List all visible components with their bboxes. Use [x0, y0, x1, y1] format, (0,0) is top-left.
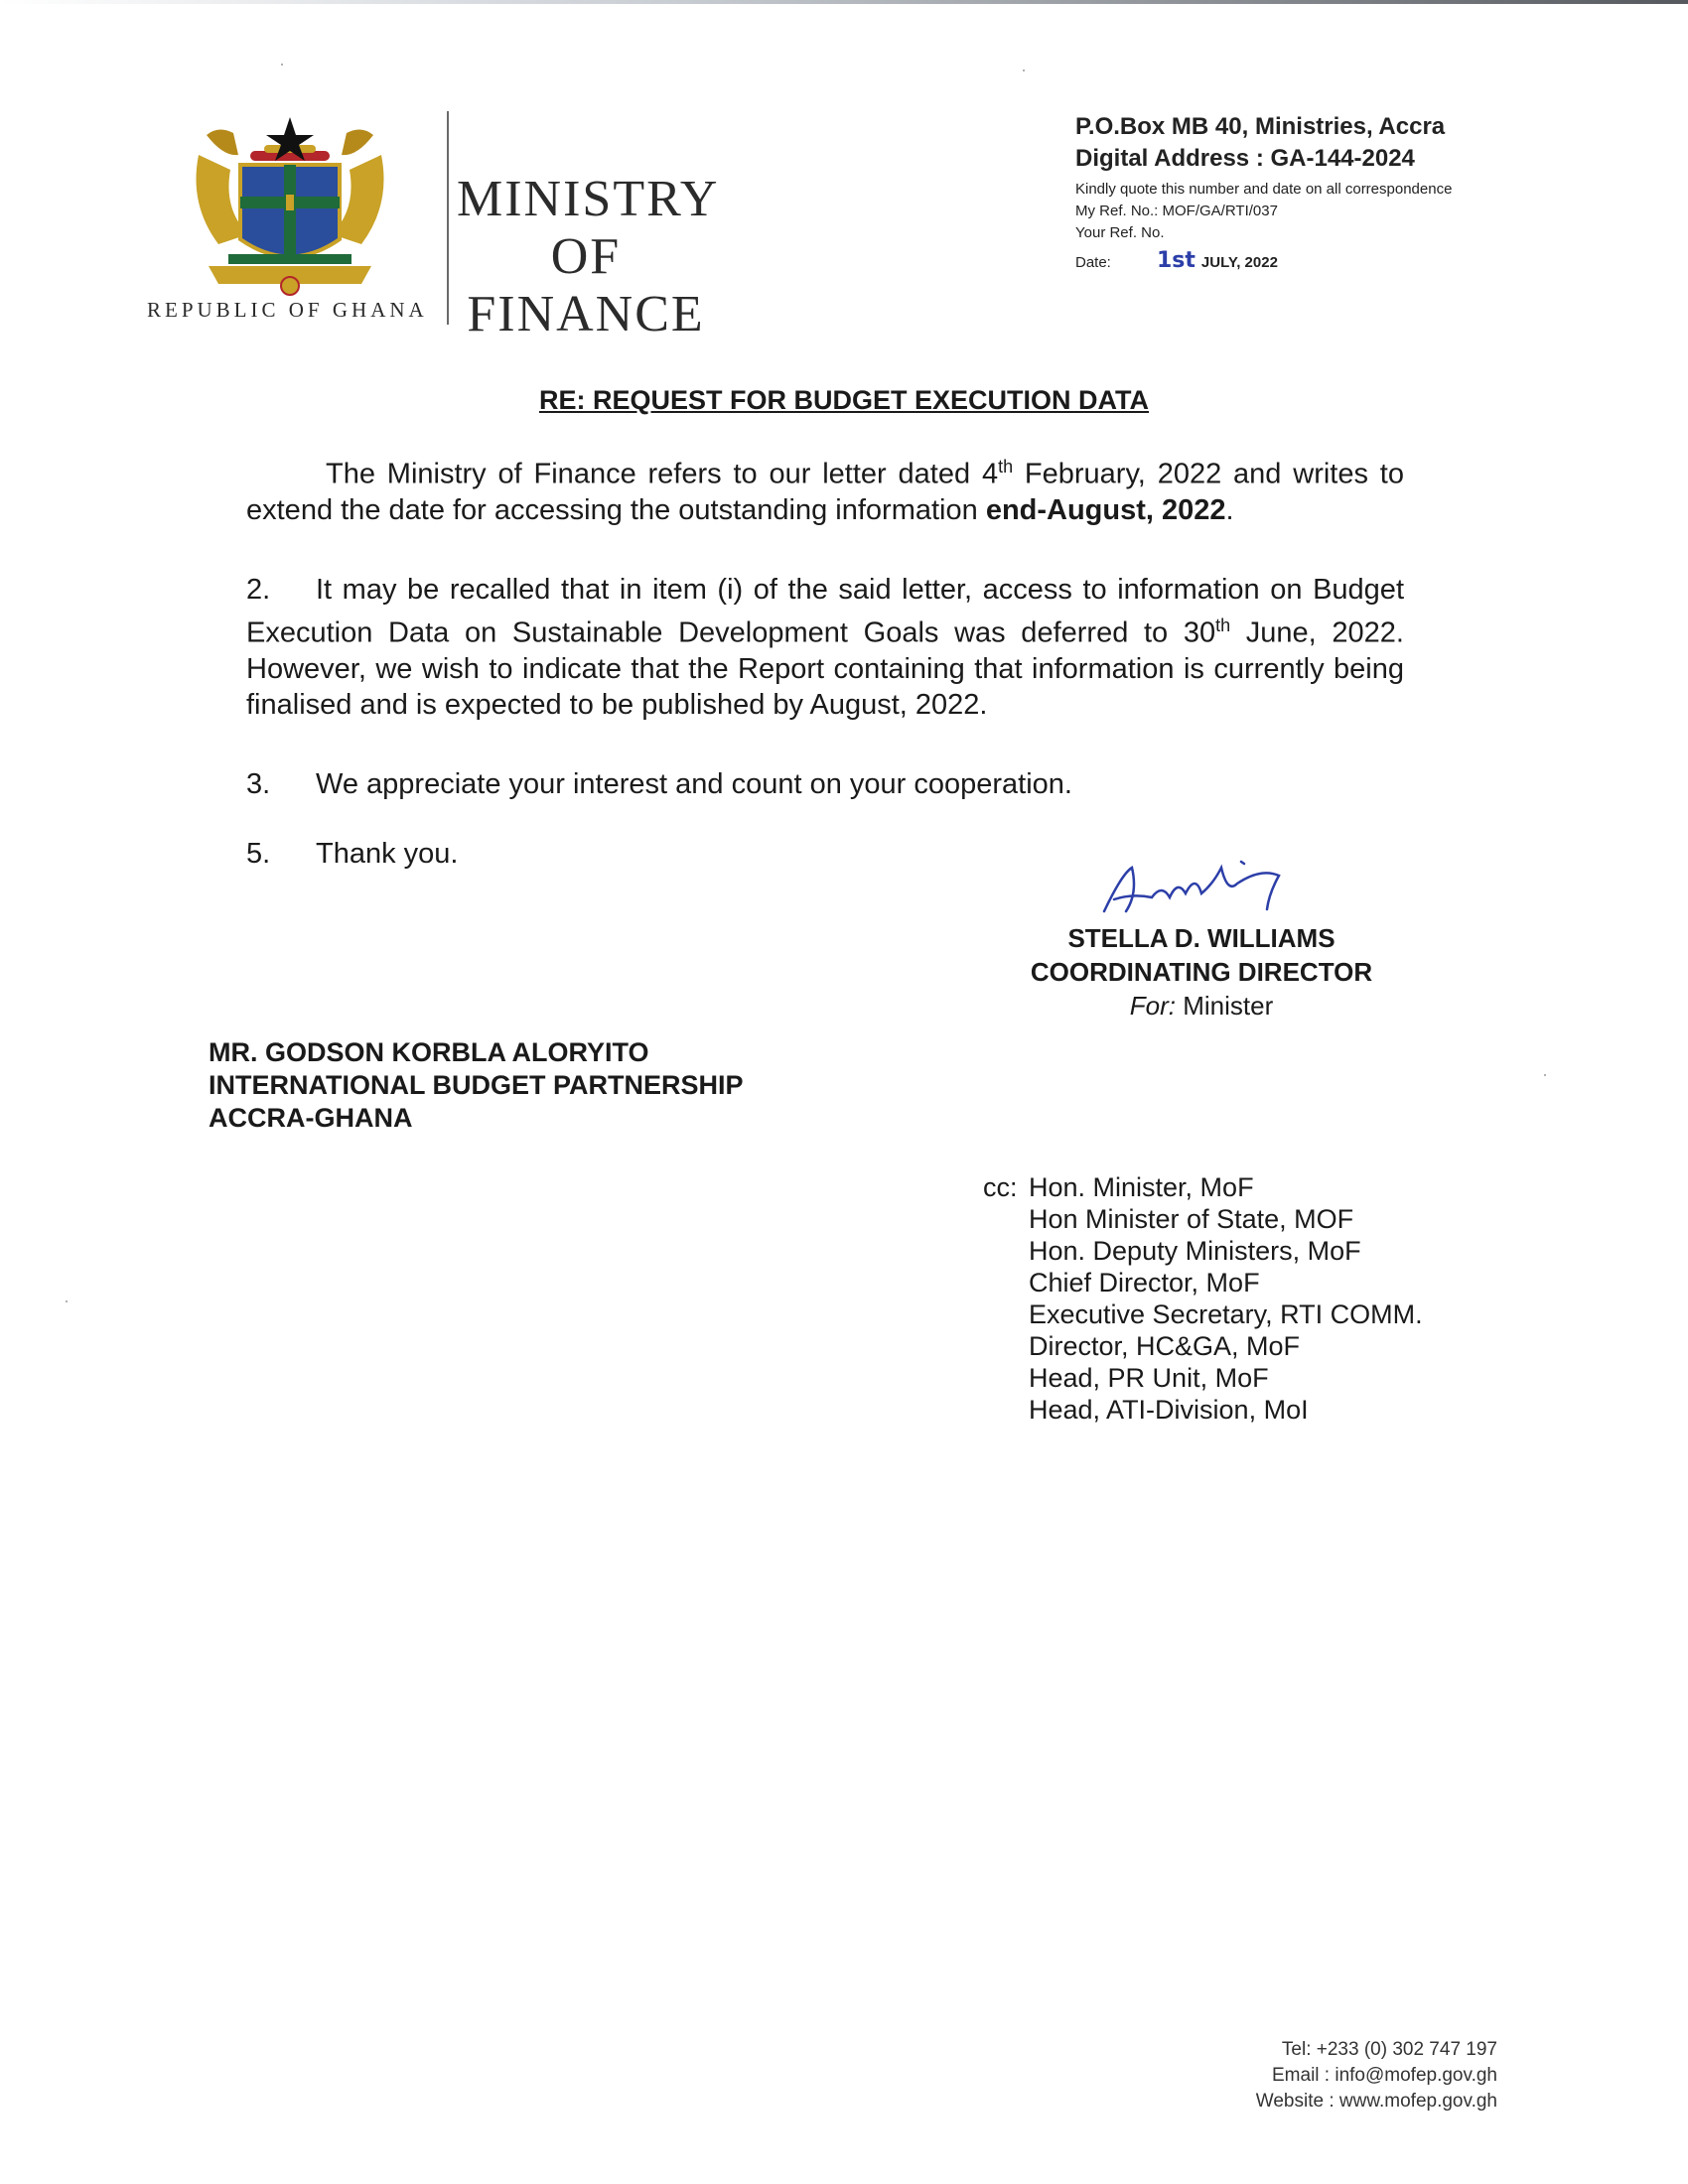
p5-text: Thank you. — [316, 838, 459, 870]
p1-text: The Ministry of Finance refers to our letter dated 4 — [326, 458, 999, 490]
republic-of-ghana-label: REPUBLIC OF GHANA — [147, 298, 428, 322]
recipient-line: ACCRA-GHANA — [209, 1103, 413, 1133]
ministry-line: MINISTRY — [457, 171, 720, 227]
po-box: P.O.Box MB 40, Ministries, Accra — [1075, 113, 1446, 140]
scan-speck — [1544, 1074, 1546, 1076]
p2-text: June, 2022. However, we wish to indicate that the Report containing that information is currently being finalised and is expected to be published by August, 2022. — [246, 616, 1404, 721]
paragraph-1 — [246, 449, 1404, 528]
handwritten-signature — [1092, 854, 1311, 921]
handwritten-date: 1st — [1157, 248, 1196, 273]
p2-text: It may be recalled that in item (i) of the said letter, access to information on Budget Execution Data on Sustainable Development Goals was deferred to 30 — [246, 574, 1404, 649]
p3-number: 3. — [246, 768, 271, 800]
signatory-for — [993, 989, 1410, 1023]
cc-item: Chief Director, MoF — [1029, 1268, 1260, 1297]
scan-speck — [1023, 69, 1025, 71]
recipient-line: INTERNATIONAL BUDGET PARTNERSHIP — [209, 1070, 744, 1100]
date-value: JULY, 2022 — [1200, 254, 1278, 271]
cc-item: Director, HC&GA, MoF — [1029, 1331, 1301, 1361]
date-line — [1075, 248, 1572, 274]
ministry-line: FINANCE — [467, 286, 705, 342]
signature-block — [993, 854, 1410, 1023]
p2-number: 2. — [246, 574, 271, 606]
contact-footer — [1256, 2037, 1497, 2115]
digital-address: Digital Address : GA-144-2024 — [1075, 145, 1415, 172]
ministry-name — [457, 171, 720, 343]
for-value: Minister — [1175, 991, 1274, 1021]
scan-speck — [66, 1300, 68, 1302]
cc-item: Hon. Deputy Ministers, MoF — [1029, 1236, 1361, 1266]
for-label: For: — [1129, 991, 1176, 1021]
your-ref: Your Ref. No. — [1075, 224, 1165, 241]
footer-email: Email : info@mofep.gov.gh — [1272, 2065, 1497, 2086]
recipient-line: MR. GODSON KORBLA ALORYITO — [209, 1037, 649, 1067]
scan-top-edge — [0, 0, 1688, 4]
p1-text: February, 2022 and writes to extend the date for accessing the outstanding information — [246, 458, 1404, 526]
p1-superscript: th — [998, 457, 1014, 477]
p1-end: . — [1225, 493, 1234, 526]
recipient-block — [209, 1036, 744, 1135]
date-label: Date: — [1075, 254, 1111, 271]
footer-tel: Tel: +233 (0) 302 747 197 — [1281, 2039, 1497, 2060]
footer-website: Website : www.mofep.gov.gh — [1255, 2091, 1497, 2112]
ghana-coat-of-arms-icon — [179, 115, 401, 304]
ministry-line: OF — [550, 228, 622, 285]
address-block — [1075, 111, 1572, 274]
letter-subject: RE: REQUEST FOR BUDGET EXECUTION DATA — [538, 385, 1149, 415]
p1-bold-date: end-August, 2022 — [985, 493, 1226, 526]
p5-number: 5. — [246, 838, 271, 870]
paragraph-2 — [246, 572, 1404, 723]
my-ref: My Ref. No.: MOF/GA/RTI/037 — [1075, 203, 1278, 219]
paragraph-3 — [246, 766, 1404, 802]
p3-text: We appreciate your interest and count on your cooperation. — [316, 768, 1072, 800]
cc-item: Hon. Minister, MoF — [1029, 1172, 1254, 1202]
cc-list — [983, 1171, 1423, 1426]
cc-item: Hon Minister of State, MOF — [1029, 1204, 1354, 1234]
quote-note: Kindly quote this number and date on all correspondence — [1075, 181, 1453, 198]
header-divider — [447, 111, 449, 325]
cc-label: cc: — [983, 1172, 1018, 1202]
p2-superscript: th — [1215, 615, 1231, 635]
cc-item: Head, PR Unit, MoF — [1029, 1363, 1269, 1393]
signatory-title: COORDINATING DIRECTOR — [1030, 957, 1373, 987]
cc-item: Executive Secretary, RTI COMM. — [1029, 1299, 1423, 1329]
scan-speck — [281, 64, 283, 66]
cc-item: Head, ATI-Division, MoI — [1029, 1395, 1309, 1425]
signatory-name: STELLA D. WILLIAMS — [1067, 923, 1336, 953]
